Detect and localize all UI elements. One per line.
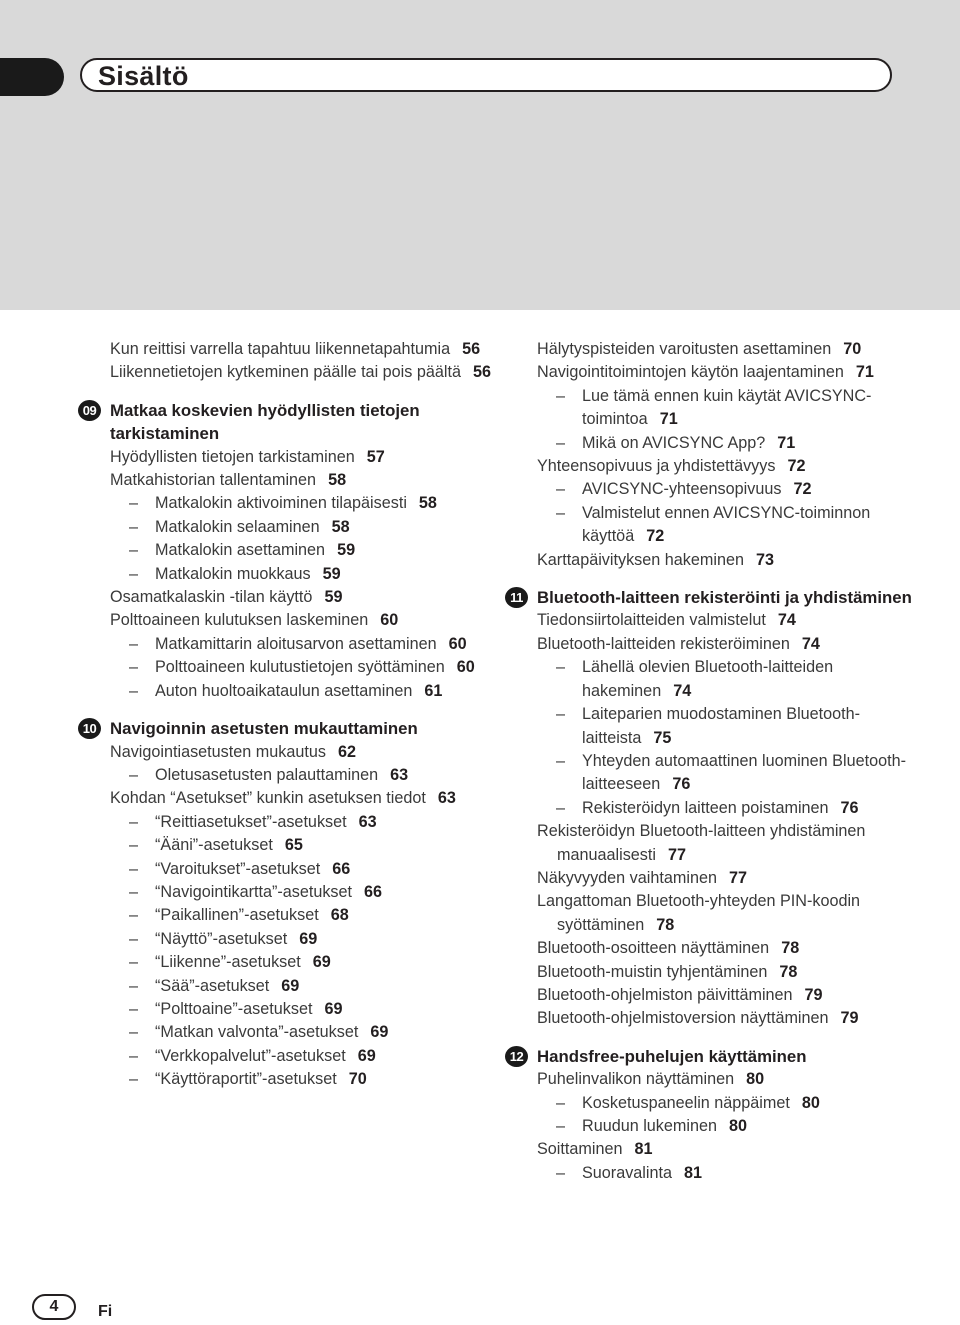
section-title: Handsfree-puhelujen käyttäminen xyxy=(537,1046,807,1066)
entry-title: “Käyttöraportit”-asetukset xyxy=(155,1070,337,1089)
dash-marker: – xyxy=(129,564,139,583)
page-ref: 63 xyxy=(437,789,456,808)
page-ref: 59 xyxy=(322,564,341,583)
entry-title: Kosketuspaneelin näppäimet xyxy=(582,1093,790,1112)
entry-title: Matkamittarin aloitusarvon asettaminen xyxy=(155,634,437,653)
toc-entry[interactable] xyxy=(537,890,937,937)
dash-marker: – xyxy=(556,1093,566,1112)
dash-marker: – xyxy=(129,1046,139,1065)
toc-subentry[interactable] xyxy=(110,633,510,656)
entry-title: Bluetooth-muistin tyhjentäminen xyxy=(537,962,768,981)
entry-title: Hyödyllisten tietojen tarkistaminen xyxy=(110,447,355,466)
entry-title: “Liikenne”-asetukset xyxy=(155,953,301,972)
page-ref: 79 xyxy=(804,985,823,1004)
dash-marker: – xyxy=(556,658,566,677)
toc-subentry[interactable] xyxy=(110,858,510,881)
toc-entry[interactable] xyxy=(537,1007,937,1030)
entry-title: Bluetooth-laitteiden rekisteröiminen xyxy=(537,634,790,653)
entry-title: Valmistelut ennen AVICSYNC-toiminnon käyttöä xyxy=(582,503,871,546)
title-box xyxy=(80,58,892,92)
page-ref: 56 xyxy=(472,363,491,382)
page-title: Sisältö xyxy=(98,61,189,91)
page-ref: 78 xyxy=(656,915,675,934)
toc-section-heading[interactable] xyxy=(509,1045,937,1068)
page-ref: 68 xyxy=(330,906,349,925)
entry-title: Bluetooth-ohjelmistoversion näyttäminen xyxy=(537,1009,829,1028)
entry-title: Mikä on AVICSYNC App? xyxy=(582,433,766,452)
toc-entry[interactable] xyxy=(537,1138,937,1161)
dash-marker: – xyxy=(129,999,139,1018)
toc-subentry[interactable] xyxy=(537,656,937,703)
entry-title: Ruudun lukeminen xyxy=(582,1117,717,1135)
page-ref: 73 xyxy=(755,550,774,569)
toc-subentry[interactable] xyxy=(110,1045,510,1068)
page-ref: 79 xyxy=(840,1009,859,1028)
page-ref: 74 xyxy=(673,681,692,700)
header-band xyxy=(0,0,960,310)
dash-marker: – xyxy=(556,503,566,522)
entry-title: Navigointitoimintojen käytön laajentaminen xyxy=(537,363,844,382)
page-ref: 80 xyxy=(729,1117,748,1135)
page-ref: 62 xyxy=(337,742,356,761)
page-ref: 75 xyxy=(653,728,672,747)
page-ref: 72 xyxy=(646,527,665,546)
page-ref: 63 xyxy=(358,812,377,831)
entry-title: Langattoman Bluetooth-yhteyden PIN-koodin syöttäminen xyxy=(537,892,861,934)
entry-title: Laiteparien muodostaminen Bluetooth-laitteista xyxy=(582,705,861,747)
entry-title: Yhteyden automaattinen luominen Bluetooth-laitteeseen xyxy=(582,751,906,794)
dash-marker: – xyxy=(129,1023,139,1042)
page-ref: 74 xyxy=(777,611,796,630)
chapter-number-badge: 12 xyxy=(505,1046,528,1067)
toc-subentry[interactable] xyxy=(110,656,510,679)
entry-title: “Paikallinen”-asetukset xyxy=(155,906,319,925)
entry-title: Lähellä olevien Bluetooth-laitteiden hakeminen xyxy=(582,658,834,700)
page-ref: 71 xyxy=(855,363,874,382)
entry-title: Kun reittisi varrella tapahtuu liikennetapahtumia xyxy=(110,340,451,358)
page-ref: 76 xyxy=(840,798,859,817)
toc-entry[interactable] xyxy=(110,361,510,384)
chapter-number-badge: 10 xyxy=(78,718,101,739)
entry-title: Lue tämä ennen kuin käytät AVICSYNC-toimintoa xyxy=(582,386,872,429)
toc-subentry[interactable] xyxy=(110,928,510,951)
toc-subentry[interactable] xyxy=(110,998,510,1021)
toc-entry[interactable] xyxy=(110,609,510,632)
toc-subentry[interactable] xyxy=(537,1115,937,1138)
toc-subentry[interactable] xyxy=(537,478,937,501)
dash-marker: – xyxy=(556,798,566,817)
dash-marker: – xyxy=(129,634,139,653)
toc-entry[interactable] xyxy=(110,469,510,492)
toc-subentry[interactable] xyxy=(110,516,510,539)
entry-title: Polttoaineen kulutuksen laskeminen xyxy=(110,611,369,630)
page-ref: 70 xyxy=(843,340,862,358)
entry-title: Matkalokin selaaminen xyxy=(155,517,320,536)
toc-entry[interactable] xyxy=(537,633,937,656)
page-ref: 60 xyxy=(456,658,475,677)
entry-title: Karttapäivityksen hakeminen xyxy=(537,550,744,569)
toc-entry[interactable] xyxy=(110,787,510,810)
dash-marker: – xyxy=(129,541,139,560)
entry-title: Rekisteröidyn laitteen poistaminen xyxy=(582,798,829,817)
toc-subentry[interactable] xyxy=(110,904,510,927)
toc-subentry[interactable] xyxy=(537,797,937,820)
dash-marker: – xyxy=(129,1070,139,1089)
entry-title: “Näyttö”-asetukset xyxy=(155,929,288,948)
entry-title: Osamatkalaskin -tilan käyttö xyxy=(110,588,313,607)
dash-marker: – xyxy=(129,953,139,972)
dash-marker: – xyxy=(556,1163,566,1182)
page-ref: 65 xyxy=(284,836,303,855)
entry-title: Bluetooth-ohjelmiston päivittäminen xyxy=(537,985,793,1004)
dash-marker: – xyxy=(129,812,139,831)
dash-marker: – xyxy=(556,705,566,724)
page-ref: 81 xyxy=(684,1163,703,1182)
entry-title: “Reittiasetukset”-asetukset xyxy=(155,812,347,831)
page-ref: 60 xyxy=(448,634,467,653)
page-ref: 69 xyxy=(299,929,318,948)
section-title: Matkaa koskevien hyödyllisten tietojen tarkistaminen xyxy=(110,400,420,444)
toc-entry[interactable] xyxy=(110,586,510,609)
dash-marker: – xyxy=(129,859,139,878)
toc-entry[interactable] xyxy=(537,984,937,1007)
toc-entry[interactable] xyxy=(537,867,937,890)
entry-title: Matkalokin asettaminen xyxy=(155,541,326,560)
entry-title: Polttoaineen kulutustietojen syöttäminen xyxy=(155,658,445,677)
toc-entry[interactable] xyxy=(537,455,937,478)
page-ref: 63 xyxy=(390,765,409,784)
entry-title: Näkyvyyden vaihtaminen xyxy=(537,868,717,887)
chapter-tab xyxy=(0,58,64,96)
entry-title: Bluetooth-osoitteen näyttäminen xyxy=(537,939,770,958)
page-ref: 58 xyxy=(418,494,437,513)
entry-title: Puhelinvalikon näyttäminen xyxy=(537,1070,735,1089)
dash-marker: – xyxy=(129,765,139,784)
toc-entry[interactable] xyxy=(537,937,937,960)
page-ref: 71 xyxy=(659,410,678,429)
dash-marker: – xyxy=(129,494,139,513)
entry-title: AVICSYNC-yhteensopivuus xyxy=(582,480,782,499)
entry-title: “Matkan valvonta”-asetukset xyxy=(155,1023,359,1042)
dash-marker: – xyxy=(556,1117,566,1135)
dash-marker: – xyxy=(129,976,139,995)
entry-title: Yhteensopivuus ja yhdistettävyys xyxy=(537,457,776,476)
toc-section-heading[interactable] xyxy=(82,717,510,740)
toc-column-right xyxy=(509,338,937,1185)
entry-title: “Ääni”-asetukset xyxy=(155,836,273,855)
toc-subentry[interactable] xyxy=(110,492,510,515)
page-ref: 69 xyxy=(370,1023,389,1042)
toc-subentry[interactable] xyxy=(110,563,510,586)
page-ref: 81 xyxy=(634,1140,653,1159)
toc-subentry[interactable] xyxy=(110,680,510,703)
toc-entry[interactable] xyxy=(537,549,937,572)
page-number: 4 xyxy=(32,1294,76,1320)
toc-entry[interactable] xyxy=(537,609,937,632)
page-ref: 69 xyxy=(357,1046,376,1065)
entry-title: Rekisteröidyn Bluetooth-laitteen yhdistäminen manuaalisesti xyxy=(537,822,866,864)
page-ref: 80 xyxy=(801,1093,820,1112)
toc-subentry[interactable] xyxy=(537,750,937,797)
toc-entry[interactable] xyxy=(537,820,937,867)
entry-title: Liikennetietojen kytkeminen päälle tai pois päältä xyxy=(110,363,461,382)
page-ref: 80 xyxy=(746,1070,765,1089)
page-ref: 72 xyxy=(787,457,806,476)
chapter-number-badge: 11 xyxy=(505,587,528,608)
entry-title: Auton huoltoaikataulun asettaminen xyxy=(155,681,413,700)
entry-title: “Verkkopalvelut”-asetukset xyxy=(155,1046,346,1065)
toc-subentry[interactable] xyxy=(537,502,937,549)
toc-subentry[interactable] xyxy=(537,1162,937,1185)
toc-subentry[interactable] xyxy=(110,811,510,834)
dash-marker: – xyxy=(556,751,566,770)
toc-section-heading[interactable] xyxy=(82,399,510,446)
toc-entry[interactable] xyxy=(110,338,510,361)
page-ref: 58 xyxy=(328,471,347,490)
language-code: Fi xyxy=(98,1303,113,1320)
toc-subentry[interactable] xyxy=(537,432,937,455)
page-ref: 57 xyxy=(366,447,385,466)
page-ref: 69 xyxy=(281,976,300,995)
section-title: Navigoinnin asetusten mukauttaminen xyxy=(110,719,418,739)
dash-marker: – xyxy=(129,517,139,536)
toc-subentry[interactable] xyxy=(110,1068,510,1091)
toc-subentry[interactable] xyxy=(110,834,510,857)
entry-title: “Sää”-asetukset xyxy=(155,976,270,995)
page-ref: 74 xyxy=(801,634,820,653)
toc-entry[interactable] xyxy=(537,961,937,984)
entry-title: Hälytyspisteiden varoitusten asettaminen xyxy=(537,340,832,358)
toc-subentry[interactable] xyxy=(110,881,510,904)
toc-subentry[interactable] xyxy=(110,1021,510,1044)
toc-entry[interactable] xyxy=(110,741,510,764)
entry-title: Tiedonsiirtolaitteiden valmistelut xyxy=(537,611,766,630)
page-ref: 59 xyxy=(324,588,343,607)
dash-marker: – xyxy=(556,433,566,452)
dash-marker: – xyxy=(129,929,139,948)
entry-title: Matkahistorian tallentaminen xyxy=(110,471,317,490)
page-ref: 70 xyxy=(348,1070,367,1089)
toc-subentry[interactable] xyxy=(110,975,510,998)
entry-title: Oletusasetusten palauttaminen xyxy=(155,765,379,784)
page-ref: 66 xyxy=(332,859,351,878)
dash-marker: – xyxy=(556,480,566,499)
page-ref: 69 xyxy=(324,999,343,1018)
entry-title: “Varoitukset”-asetukset xyxy=(155,859,321,878)
toc-subentry[interactable] xyxy=(110,539,510,562)
page-ref: 77 xyxy=(728,868,747,887)
toc-subentry[interactable] xyxy=(110,951,510,974)
toc-subentry[interactable] xyxy=(110,764,510,787)
toc-entry[interactable] xyxy=(110,446,510,469)
page-ref: 58 xyxy=(331,517,350,536)
entry-title: “Polttoaine”-asetukset xyxy=(155,999,313,1018)
entry-title: Suoravalinta xyxy=(582,1163,672,1182)
toc-subentry[interactable] xyxy=(537,703,937,750)
entry-title: Kohdan “Asetukset” kunkin asetuksen tiedot xyxy=(110,789,426,808)
page-ref: 59 xyxy=(337,541,356,560)
entry-title: Matkalokin aktivoiminen tilapäisesti xyxy=(155,494,407,513)
dash-marker: – xyxy=(556,386,566,405)
entry-title: Matkalokin muokkaus xyxy=(155,564,311,583)
entry-title: Soittaminen xyxy=(537,1140,623,1159)
toc-entry[interactable] xyxy=(537,338,937,361)
dash-marker: – xyxy=(129,836,139,855)
dash-marker: – xyxy=(129,658,139,677)
page-ref: 71 xyxy=(777,433,796,452)
page-ref: 78 xyxy=(779,962,798,981)
dash-marker: – xyxy=(129,882,139,901)
toc-subentry[interactable] xyxy=(537,1092,937,1115)
page-ref: 56 xyxy=(462,340,481,358)
dash-marker: – xyxy=(129,906,139,925)
page-ref: 66 xyxy=(364,882,383,901)
page-ref: 60 xyxy=(380,611,399,630)
section-title: Bluetooth-laitteen rekisteröinti ja yhdistäminen xyxy=(537,588,912,608)
toc-entry[interactable] xyxy=(537,361,937,384)
page-ref: 78 xyxy=(781,939,800,958)
toc-column-left xyxy=(82,338,510,1092)
entry-title: “Navigointikartta”-asetukset xyxy=(155,882,353,901)
chapter-number-badge: 09 xyxy=(78,400,101,421)
page-ref: 61 xyxy=(424,681,443,700)
dash-marker: – xyxy=(129,681,139,700)
toc-section-heading[interactable] xyxy=(510,586,937,609)
entry-title: Navigointiasetusten mukautus xyxy=(110,742,326,761)
page-ref: 69 xyxy=(312,953,331,972)
page-ref: 76 xyxy=(672,775,691,794)
toc-entry[interactable] xyxy=(537,1068,937,1091)
page-ref: 77 xyxy=(667,845,686,864)
page-ref: 72 xyxy=(793,480,812,499)
toc-subentry[interactable] xyxy=(537,385,937,432)
